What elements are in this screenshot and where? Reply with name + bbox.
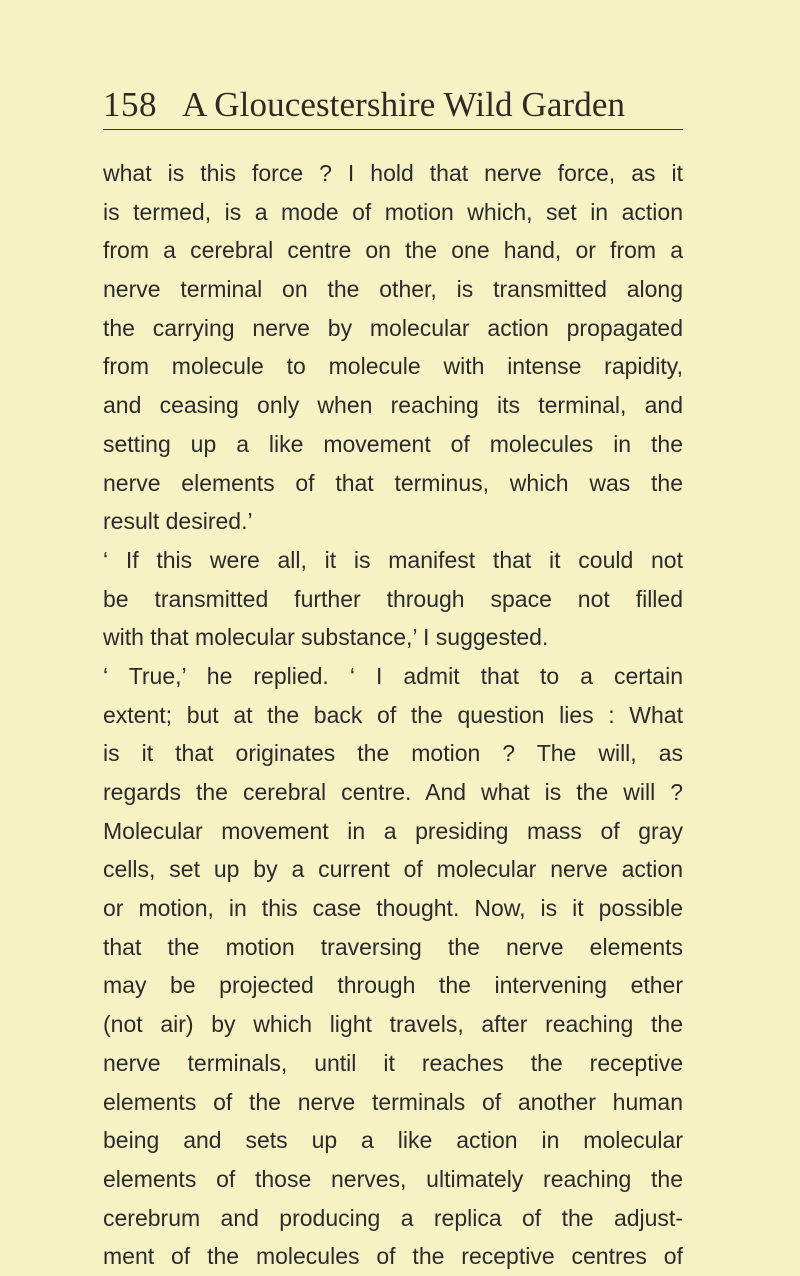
body-text — [103, 154, 683, 1276]
text-line: extent; but at the back of the question lies : What — [103, 701, 683, 728]
text-line: nerve terminals, until it reaches the receptive — [103, 1049, 683, 1076]
text-line: may be projected through the intervening ether — [103, 972, 683, 999]
text-line: result desired.’ — [103, 508, 253, 535]
text-line: that the motion traversing the nerve elements — [103, 933, 683, 960]
text-line: elements of those nerves, ultimately reaching the — [103, 1165, 683, 1192]
page-header — [103, 82, 703, 132]
text-line: cerebrum and producing a replica of the adjust- — [103, 1204, 683, 1231]
text-line: is termed, is a mode of motion which, set in action — [103, 198, 683, 225]
text-line: from molecule to molecule with intense rapidity, — [103, 353, 683, 380]
text-line: with that molecular substance,’ I suggested. — [103, 624, 549, 651]
running-title: A Gloucestershire Wild Garden — [182, 85, 626, 124]
page-number: 158 — [103, 85, 157, 124]
text-line: is it that originates the motion ? The will, as — [103, 740, 683, 767]
text-line: regards the cerebral centre. And what is the will ? — [103, 779, 683, 805]
text-line: nerve terminal on the other, is transmitted along — [103, 276, 683, 303]
text-line: elements of the nerve terminals of another human — [103, 1088, 683, 1115]
text-line: cells, set up by a current of molecular nerve action — [103, 856, 683, 883]
text-line: ment of the molecules of the receptive centres of — [103, 1243, 683, 1270]
text-line: ‘ If this were all, it is manifest that it could not — [103, 546, 683, 573]
text-line: from a cerebral centre on the one hand, or from a — [103, 237, 683, 264]
text-line: or motion, in this case thought. Now, is it possible — [103, 895, 683, 922]
text-line: what is this force ? I hold that nerve force, as it — [103, 160, 683, 186]
text-line: (not air) by which light travels, after reaching the — [103, 1011, 683, 1038]
text-line: setting up a like movement of molecules in the — [103, 430, 683, 457]
text-line: Molecular movement in a presiding mass of gray — [103, 817, 683, 844]
text-line: ‘ True,’ he replied. ‘ I admit that to a certain — [103, 662, 683, 689]
text-line: being and sets up a like action in molecular — [103, 1127, 683, 1154]
text-line: and ceasing only when reaching its terminal, and — [103, 392, 683, 419]
text-line: nerve elements of that terminus, which was the — [103, 469, 683, 496]
text-line: be transmitted further through space not filled — [103, 585, 683, 612]
header-rule — [103, 129, 683, 130]
text-line: the carrying nerve by molecular action propagated — [103, 314, 683, 341]
